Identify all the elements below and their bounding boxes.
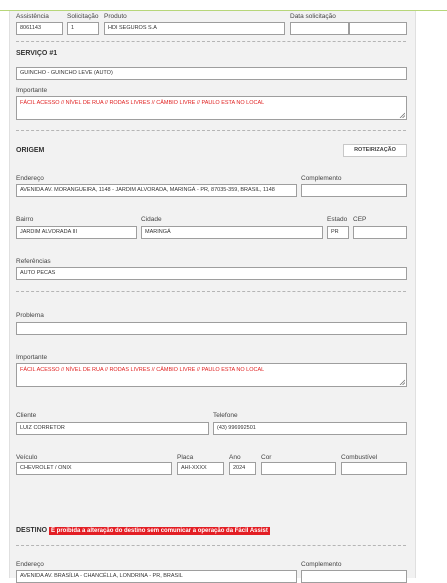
origem-importante-textarea[interactable] bbox=[16, 363, 407, 387]
origem-title: ORIGEM bbox=[16, 147, 45, 154]
cidade-field[interactable]: MARINGÁ bbox=[141, 226, 323, 239]
solicitacao-label: Solicitação bbox=[67, 13, 99, 20]
cliente-field[interactable]: LUIZ CORRETOR bbox=[16, 422, 209, 435]
origem-endereco-field[interactable]: AVENIDA AV. MORANGUEIRA, 1148 - JARDIM ALVORADA, MARINGÁ - PR, 87035-359, BRASIL, 1148 bbox=[16, 184, 297, 197]
divider bbox=[16, 130, 406, 131]
ano-label: Ano bbox=[229, 454, 241, 461]
origem-complemento-field[interactable] bbox=[301, 184, 407, 197]
bairro-label: Bairro bbox=[16, 216, 34, 223]
servico-importante-textarea[interactable] bbox=[16, 96, 407, 120]
servico-importante-label: Importante bbox=[16, 87, 48, 94]
produto-label: Produto bbox=[104, 13, 127, 20]
bairro-field[interactable]: JARDIM ALVORADA III bbox=[16, 226, 137, 239]
origem-importante-text: FÁCIL ACESSO // NÍVEL DE RUA // RODAS LIVRES // CÂMBIO LIVRE // PAULO ESTA NO LOCAL bbox=[20, 367, 265, 373]
destino-complemento-label: Complemento bbox=[301, 561, 342, 568]
servico-importante-text: FÁCIL ACESSO // NÍVEL DE RUA // RODAS LIVRES // CÂMBIO LIVRE // PAULO ESTA NO LOCAL bbox=[20, 100, 265, 106]
cor-label: Cor bbox=[261, 454, 272, 461]
roteirizacao-button[interactable]: ROTEIRIZAÇÃO bbox=[343, 144, 407, 157]
data-solicitacao-date-field[interactable] bbox=[290, 22, 349, 35]
destino-warning-badge: É proibida a alteração do destino sem comunicar a operação da Fácil Assist bbox=[51, 528, 268, 534]
servico-tipo-field[interactable]: GUINCHO - GUINCHO LEVE (AUTO) bbox=[16, 67, 407, 80]
destino-complemento-field[interactable] bbox=[301, 570, 407, 583]
telefone-label: Telefone bbox=[213, 412, 238, 419]
origem-importante-label: Importante bbox=[16, 354, 48, 361]
divider bbox=[16, 41, 406, 42]
divider bbox=[16, 545, 406, 546]
assistencia-field[interactable]: 8061143 bbox=[16, 22, 63, 35]
veiculo-label: Veículo bbox=[16, 454, 38, 461]
cliente-label: Cliente bbox=[16, 412, 37, 419]
destino-title: DESTINO bbox=[16, 527, 48, 534]
combustivel-label: Combustível bbox=[341, 454, 378, 461]
veiculo-field[interactable]: CHEVROLET / ONIX bbox=[16, 462, 172, 475]
cep-label: CEP bbox=[353, 216, 367, 223]
destino-endereco-field[interactable]: AVENIDA AV. BRASÍLIA - CHANCÉLLA, LONDRINA - PR, BRASIL bbox=[16, 570, 297, 583]
data-solicitacao-label: Data solicitação bbox=[290, 13, 336, 20]
placa-field[interactable]: AHI-XXXX bbox=[177, 462, 224, 475]
servico-title: SERVIÇO #1 bbox=[16, 50, 58, 57]
destino-endereco-label: Endereço bbox=[16, 561, 44, 568]
problema-field[interactable] bbox=[16, 322, 407, 335]
estado-field[interactable]: PR bbox=[327, 226, 349, 239]
estado-label: Estado bbox=[327, 216, 348, 223]
cep-field[interactable] bbox=[353, 226, 407, 239]
combustivel-field[interactable] bbox=[341, 462, 407, 475]
divider bbox=[16, 291, 406, 292]
resize-grip-icon[interactable] bbox=[399, 379, 405, 385]
origem-complemento-label: Complemento bbox=[301, 175, 342, 182]
solicitacao-field[interactable]: 1 bbox=[67, 22, 99, 35]
cidade-label: Cidade bbox=[141, 216, 162, 223]
origem-endereco-label: Endereço bbox=[16, 175, 44, 182]
referencias-field[interactable]: AUTO PECAS bbox=[16, 267, 407, 280]
resize-grip-icon[interactable] bbox=[399, 112, 405, 118]
data-solicitacao-time-field[interactable] bbox=[349, 22, 407, 35]
telefone-field[interactable]: (43) 996992501 bbox=[213, 422, 407, 435]
cor-field[interactable] bbox=[261, 462, 336, 475]
ano-field[interactable]: 2024 bbox=[229, 462, 256, 475]
problema-label: Problema bbox=[16, 312, 44, 319]
referencias-label: Referências bbox=[16, 258, 51, 265]
assistencia-label: Assistência bbox=[16, 13, 49, 20]
placa-label: Placa bbox=[177, 454, 194, 461]
produto-field[interactable]: HDI SEGUROS S.A bbox=[104, 22, 285, 35]
